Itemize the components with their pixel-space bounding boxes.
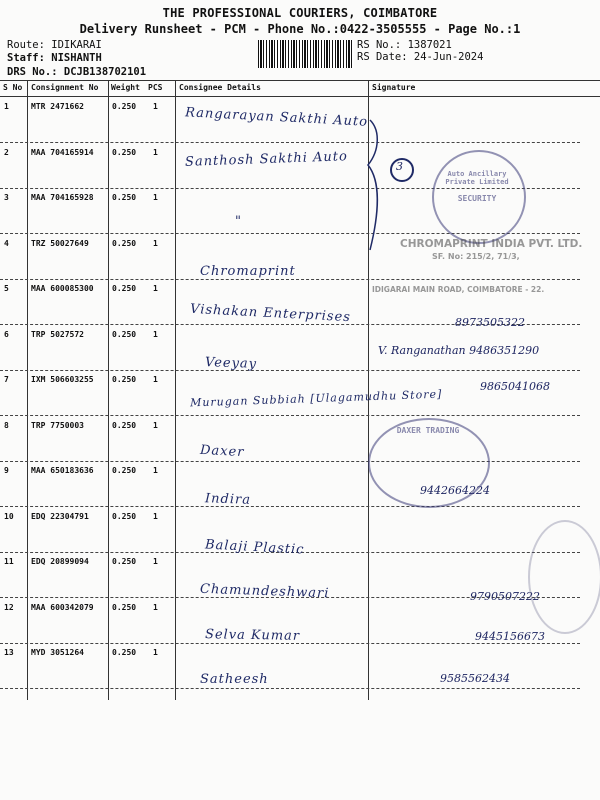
row-pcs: 1 [153,284,158,293]
row-weight: 0.250 [112,420,137,430]
chromaprint-stamp-name: CHROMAPRINT INDIA PVT. LTD. [400,238,583,250]
row-sno: 13 [4,648,14,657]
company-title: THE PROFESSIONAL COURIERS, COIMBATORE [162,6,438,20]
ancillary-seal-text: Auto Ancillary Private Limited [445,170,509,186]
row-weight: 0.250 [112,238,137,248]
row-sno: 7 [4,375,9,384]
row-consignment-no: MTR 2471662 [31,102,84,111]
row-pcs: 1 [153,466,158,475]
consignee-handwriting: Chromaprint [200,264,296,279]
signature-handwriting: 8973505322 [455,316,525,329]
row-sno: 12 [4,602,14,612]
signature-handwriting: 9790507222 [470,590,540,603]
col-header-consignee: Consignee Details [179,83,261,92]
row-pcs: 1 [153,147,158,157]
row-consignment-no: TRP 7750003 [31,420,84,430]
row-sno: 6 [4,329,9,339]
row-weight: 0.250 [112,193,137,202]
row-pcs: 1 [153,648,158,657]
row-pcs: 1 [153,375,158,384]
row-pcs: 1 [153,329,158,339]
table-row [0,416,600,462]
consignee-handwriting: Satheesh [200,672,269,687]
row-consignment-no: MAA 704165928 [31,193,94,202]
row-consignment-no: EDQ 22304791 [31,511,89,521]
rs-date: RS Date: 24-Jun-2024 [357,51,484,63]
row-divider [0,688,580,689]
row-consignment-no: MAA 600342079 [31,602,94,612]
row-consignment-no: MYD 3051264 [31,648,84,657]
row-weight: 0.250 [112,511,137,521]
row-consignment-no: MAA 704165914 [31,147,94,157]
row-pcs: 1 [153,102,158,111]
row-weight: 0.250 [112,557,137,566]
consignee-handwriting: Balaji Plastic [204,537,305,558]
signature-handwriting: 9442664224 [420,484,490,497]
table-row [0,643,600,689]
row-consignment-no: MAA 600085300 [31,284,94,293]
row-pcs: 1 [153,511,158,521]
signature-handwriting: V. Ranganathan 9486351290 [378,344,540,357]
row-weight: 0.250 [112,284,137,293]
row-pcs: 1 [153,602,158,612]
row-weight: 0.250 [112,102,137,111]
consignee-handwriting: Daxer [199,442,245,461]
row-consignment-no: EDQ 20899094 [31,557,89,566]
consignee-handwriting: Indira [204,491,252,508]
consignee-handwriting: Rangarayan Sakthi Auto [184,105,369,130]
consignee-handwriting: Vishakan Enterprises [189,301,352,326]
row-weight: 0.250 [112,147,137,157]
row-consignment-no: TRZ 50027649 [31,238,89,248]
daxer-seal-text: DAXER TRADING [396,426,460,435]
barcode-image [258,40,354,68]
consignee-handwriting: Murugan Subbiah [Ulagamudhu Store] [189,387,443,410]
row-pcs: 1 [153,193,158,202]
col-header-consignment: Consignment No [31,83,99,92]
row-consignment-no: MAA 650183636 [31,466,94,475]
col-header-pcs: PCS [148,83,163,92]
row-weight: 0.250 [112,648,137,657]
consignee-handwriting: " [235,214,242,229]
route-label: Route: IDIKARAI [7,39,102,51]
consignee-handwriting: Veeyay [204,355,258,372]
faint-seal [528,520,600,634]
row-sno: 4 [4,238,9,248]
chromaprint-stamp-address: SF. No: 215/2, 71/3, [432,252,520,261]
row-consignment-no: IXM 506603255 [31,375,94,384]
row-sno: 2 [4,147,9,157]
sheet-title: Delivery Runsheet - PCM - Phone No.:0422-3505555 - Page No.:1 [79,22,521,36]
row-weight: 0.250 [112,602,137,612]
drs-number: DRS No.: DCJB138702101 [7,66,147,78]
row-sno: 11 [4,557,14,566]
security-seal-text: SECURITY [457,194,497,203]
row-weight: 0.250 [112,375,137,384]
row-sno: 9 [4,466,9,475]
row-weight: 0.250 [112,466,137,475]
table-row [0,461,600,507]
col-header-signature: Signature [372,83,416,92]
signature-handwriting: 9445156673 [475,630,545,643]
chromaprint-stamp-address-line: IDIGARAI MAIN ROAD, COIMBATORE - 22. [372,285,545,294]
consignee-handwriting: Santhosh Sakthi Auto [184,149,349,170]
signature-handwriting: 9585562434 [440,672,510,685]
signature-handwriting: 9865041068 [480,380,550,393]
row-sno: 10 [4,511,14,521]
row-sno: 3 [4,193,9,202]
col-header-sno: S No [3,83,23,92]
consignee-handwriting: Chamundeshwari [199,581,330,602]
consignee-handwriting: Selva Kumar [204,627,301,644]
row-sno: 8 [4,420,9,430]
circled-number-text: 3 [396,160,403,173]
staff-label: Staff: NISHANTH [7,52,102,64]
row-weight: 0.250 [112,329,137,339]
rs-number: RS No.: 1387021 [357,39,452,51]
row-pcs: 1 [153,557,158,566]
bracket-mark [340,110,400,260]
col-header-weight: Weight [111,83,140,92]
table-top-line [0,80,600,81]
row-consignment-no: TRP 5027572 [31,329,84,339]
row-pcs: 1 [153,420,158,430]
row-sno: 5 [4,284,9,293]
row-sno: 1 [4,102,9,111]
row-pcs: 1 [153,238,158,248]
